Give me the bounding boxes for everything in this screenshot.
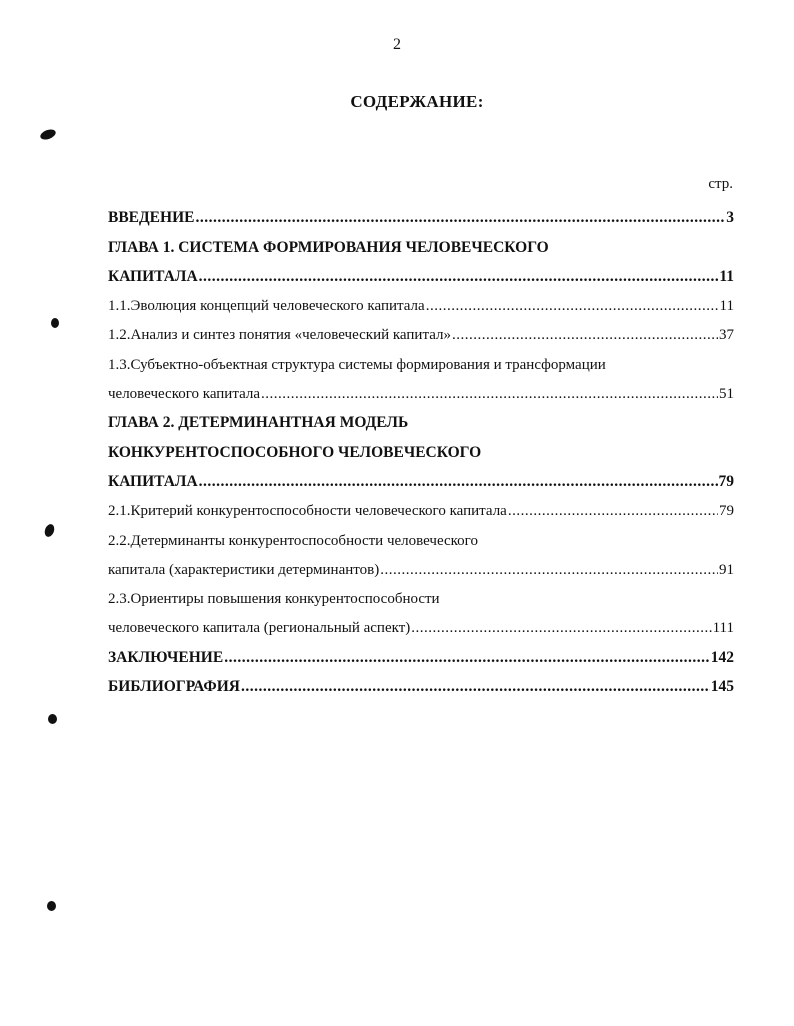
page-column-label: стр. bbox=[708, 176, 733, 192]
dot-leader bbox=[508, 502, 718, 520]
toc-entry-page: 11 bbox=[719, 298, 734, 315]
toc-entry bbox=[108, 229, 734, 258]
toc-title: СОДЕРЖАНИЕ: bbox=[350, 92, 484, 111]
toc-entry bbox=[108, 639, 734, 668]
toc-entry bbox=[108, 288, 734, 317]
toc-entry-text: КАПИТАЛА bbox=[108, 267, 198, 285]
scan-mark bbox=[47, 901, 56, 911]
toc-entry bbox=[108, 581, 734, 610]
toc-entry-text: человеческого капитала (региональный аспект) bbox=[108, 620, 411, 637]
page-number: 2 bbox=[393, 36, 401, 53]
toc-entry bbox=[108, 317, 734, 346]
toc-entry-page: 79 bbox=[718, 472, 734, 490]
scan-mark bbox=[51, 318, 59, 328]
toc-entry-text: ВВЕДЕНИЕ bbox=[108, 209, 195, 227]
table-of-contents bbox=[108, 200, 734, 698]
toc-entry-page: 51 bbox=[719, 386, 734, 403]
toc-entry-text: ГЛАВА 1. СИСТЕМА ФОРМИРОВАНИЯ ЧЕЛОВЕЧЕСКОГО bbox=[108, 238, 549, 256]
toc-entry-page: 3 bbox=[726, 209, 734, 227]
toc-entry bbox=[108, 346, 734, 375]
toc-entry-page: 142 bbox=[710, 648, 734, 666]
toc-entry-page: 79 bbox=[719, 503, 734, 520]
toc-entry-page: 11 bbox=[719, 267, 734, 285]
toc-entry bbox=[108, 259, 734, 288]
toc-entry bbox=[108, 669, 734, 698]
scan-mark bbox=[43, 523, 56, 538]
toc-entry bbox=[108, 464, 734, 493]
dot-leader bbox=[199, 268, 719, 286]
toc-entry-text: ЗАКЛЮЧЕНИЕ bbox=[108, 648, 224, 666]
toc-entry bbox=[108, 552, 734, 581]
toc-entry-text: капитала (характеристики детерминантов) bbox=[108, 561, 380, 578]
dot-leader bbox=[452, 326, 718, 344]
toc-entry bbox=[108, 610, 734, 639]
toc-entry-text: КАПИТАЛА bbox=[108, 472, 198, 490]
toc-entry bbox=[108, 522, 734, 551]
toc-entry-text: человеческого капитала bbox=[108, 386, 260, 403]
toc-entry-text: БИБЛИОГРАФИЯ bbox=[108, 678, 240, 696]
dot-leader bbox=[426, 297, 719, 315]
toc-entry-text: КОНКУРЕНТОСПОСОБНОГО ЧЕЛОВЕЧЕСКОГО bbox=[108, 443, 482, 461]
toc-entry-text: 1.2.Анализ и синтез понятия «человеческий капитал» bbox=[108, 327, 451, 344]
toc-entry-text: 2.3.Ориентиры повышения конкурентоспособности bbox=[108, 591, 440, 608]
toc-entry-text: 2.2.Детерминанты конкурентоспособности человеческого bbox=[108, 532, 478, 549]
toc-entry bbox=[108, 376, 734, 405]
toc-entry-page: 145 bbox=[710, 678, 734, 696]
toc-entry-text: 1.1.Эволюция концепций человеческого капитала bbox=[108, 298, 425, 315]
toc-entry-page: 37 bbox=[719, 327, 734, 344]
dot-leader bbox=[261, 385, 718, 403]
toc-entry-page: 91 bbox=[719, 561, 734, 578]
toc-entry bbox=[108, 200, 734, 229]
dot-leader bbox=[241, 678, 710, 696]
scan-mark bbox=[39, 128, 57, 142]
dot-leader bbox=[195, 209, 725, 227]
toc-entry bbox=[108, 493, 734, 522]
dot-leader bbox=[199, 473, 718, 491]
toc-entry-text: 2.1.Критерий конкурентоспособности человеческого капитала bbox=[108, 503, 507, 520]
toc-entry bbox=[108, 434, 734, 463]
dot-leader bbox=[411, 619, 711, 637]
toc-entry-text: 1.3.Субъектно-объектная структура системы формирования и трансформации bbox=[108, 356, 606, 373]
scan-mark bbox=[48, 714, 57, 724]
dot-leader bbox=[224, 649, 710, 667]
toc-entry-page: 111 bbox=[712, 620, 734, 637]
toc-entry bbox=[108, 405, 734, 434]
dot-leader bbox=[380, 561, 718, 579]
toc-entry-text: ГЛАВА 2. ДЕТЕРМИНАНТНАЯ МОДЕЛЬ bbox=[108, 414, 409, 432]
